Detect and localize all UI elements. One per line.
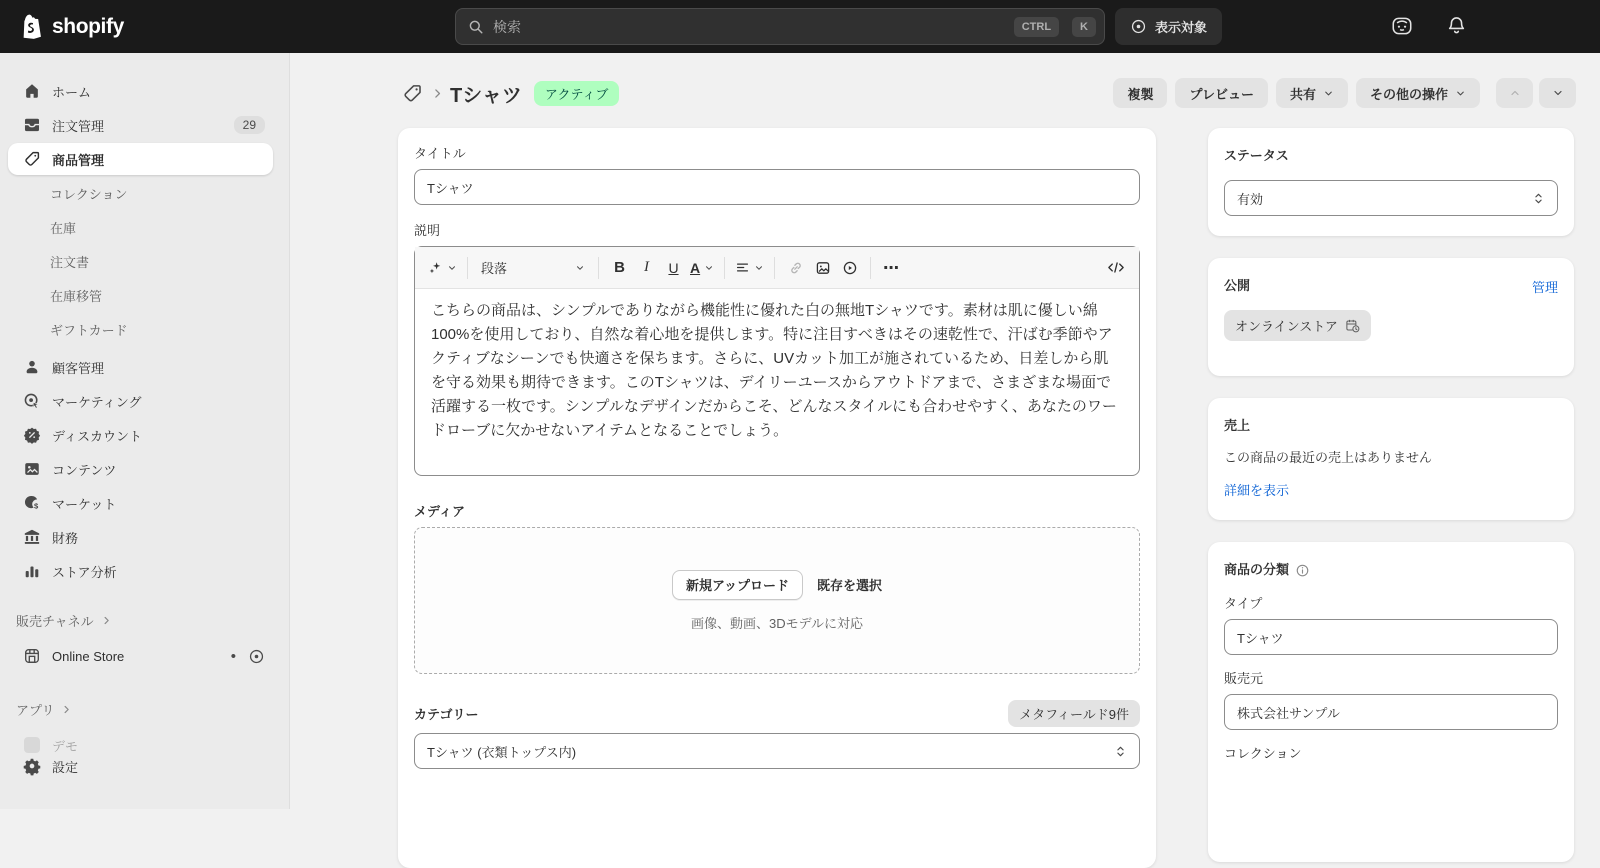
insert-link-button[interactable]: [782, 253, 809, 283]
status-card: [1208, 128, 1574, 236]
orders-count-badge: 29: [234, 116, 265, 134]
info-icon[interactable]: [1295, 563, 1310, 578]
duplicate-button[interactable]: 複製: [1113, 78, 1167, 108]
chevron-right-icon: [61, 704, 72, 715]
toolbar-divider: [870, 257, 871, 279]
code-icon: [1107, 260, 1125, 275]
online-store-channel-chip[interactable]: オンラインストア: [1224, 310, 1371, 341]
page-title: Tシャツ: [450, 84, 522, 107]
underline-button[interactable]: U: [668, 259, 679, 276]
product-pagination: [1496, 78, 1576, 108]
sidebar-item-settings[interactable]: 設定: [8, 750, 273, 782]
bold-button[interactable]: B: [614, 259, 625, 276]
category-label: カテゴリー: [414, 707, 479, 722]
paragraph-style-dropdown[interactable]: 段落: [475, 253, 591, 283]
publishing-card: [1208, 258, 1574, 376]
sidekick-assistant-button[interactable]: [1390, 14, 1414, 38]
shopify-wordmark: shopify: [52, 14, 124, 38]
play-circle-icon: [842, 260, 858, 276]
sales-details-link[interactable]: 詳細を表示: [1224, 483, 1290, 498]
select-existing-button[interactable]: 既存を選択: [817, 578, 883, 593]
next-product-button[interactable]: [1539, 78, 1576, 108]
updown-caret-icon: [1114, 745, 1127, 758]
sidebar-item-orders[interactable]: 注文管理 29: [8, 109, 273, 141]
home-icon: [22, 81, 42, 101]
main-content: [290, 53, 1600, 809]
chevron-down-icon: [1455, 88, 1466, 99]
chevron-right-icon: [101, 615, 112, 626]
sidebar-item-home[interactable]: ホーム: [8, 75, 273, 107]
manage-publishing-link[interactable]: 管理: [1531, 279, 1558, 295]
text-color-button[interactable]: A: [687, 253, 717, 283]
bar-chart-icon: [22, 561, 42, 581]
editor-toolbar: [415, 247, 1139, 289]
media-label: メディア: [414, 504, 465, 519]
media-dropzone[interactable]: [414, 527, 1140, 674]
product-organization-card: [1208, 542, 1574, 862]
vendor-input[interactable]: [1224, 694, 1558, 730]
status-select[interactable]: 有効: [1224, 180, 1558, 216]
top-bar: [0, 0, 1600, 53]
bank-icon: [22, 527, 42, 547]
apps-header[interactable]: アプリ: [8, 700, 273, 719]
sparkles-icon: [428, 260, 443, 275]
collections-label: コレクション: [1224, 746, 1302, 761]
unsaved-dot: •: [230, 647, 236, 665]
sidebar-item-transfers[interactable]: 在庫移管: [50, 288, 103, 304]
search-placeholder: 検索: [493, 18, 521, 35]
sales-card: [1208, 398, 1574, 520]
ai-magic-button[interactable]: [425, 253, 460, 283]
more-actions-button[interactable]: その他の操作: [1356, 78, 1480, 108]
vendor-label: 販売元: [1224, 671, 1264, 686]
view-eye-icon: [1130, 18, 1147, 35]
shopify-bag-icon: [19, 11, 46, 42]
toolbar-divider: [598, 257, 599, 279]
italic-button[interactable]: I: [644, 259, 649, 275]
svg-text:$: $: [34, 501, 39, 511]
calendar-clock-icon: [1345, 318, 1360, 333]
shopify-logo[interactable]: [0, 12, 124, 41]
organization-heading: 商品の分類: [1224, 562, 1290, 577]
preview-button[interactable]: プレビュー: [1175, 78, 1267, 108]
link-icon: [788, 260, 804, 276]
chevron-up-icon: [1509, 87, 1521, 99]
previous-product-button[interactable]: [1496, 78, 1533, 108]
more-formatting-button[interactable]: ⋯: [883, 259, 901, 277]
media-hint: 画像、動画、3Dモデルに対応: [691, 615, 863, 631]
toolbar-divider: [724, 257, 725, 279]
image-icon: [815, 260, 831, 276]
type-label: タイプ: [1224, 596, 1263, 611]
notifications-bell-button[interactable]: [1446, 15, 1467, 36]
orders-icon: [22, 115, 42, 135]
title-input[interactable]: [414, 169, 1140, 205]
tag-icon: [22, 149, 42, 169]
storefront-icon: [22, 646, 42, 666]
kbd-k: K: [1072, 17, 1096, 37]
sidebar-item-markets[interactable]: $ マーケット: [8, 487, 273, 519]
sidebar-nav: [0, 53, 290, 809]
sidebar-item-marketing[interactable]: マーケティング: [8, 385, 273, 417]
show-html-button[interactable]: [1102, 253, 1129, 283]
sidebar-item-finance[interactable]: 財務: [8, 521, 273, 553]
page-header: [402, 73, 1576, 113]
preview-eye-icon[interactable]: [248, 648, 265, 665]
updown-caret-icon: [1532, 192, 1545, 205]
type-input[interactable]: [1224, 619, 1558, 655]
sidebar-item-discounts[interactable]: ディスカウント: [8, 419, 273, 451]
sidebar-item-gift-cards[interactable]: ギフトカード: [50, 322, 128, 338]
chevron-down-icon: [447, 263, 457, 273]
sales-empty-text: この商品の最近の売上はありません: [1224, 450, 1433, 465]
toolbar-divider: [774, 257, 775, 279]
customers-icon: [22, 357, 42, 377]
sidebar-item-customers[interactable]: 顧客管理: [8, 351, 273, 383]
upload-new-button[interactable]: 新規アップロード: [672, 570, 803, 600]
sales-heading: 売上: [1224, 418, 1251, 433]
status-badge: アクティブ: [534, 81, 620, 106]
header-actions: [1113, 78, 1576, 108]
share-button[interactable]: 共有: [1276, 78, 1348, 108]
discount-icon: [22, 425, 42, 445]
kbd-ctrl: CTRL: [1014, 17, 1059, 37]
insert-image-button[interactable]: [809, 253, 836, 283]
title-label: タイトル: [414, 146, 466, 161]
sales-channels-header[interactable]: 販売チャネル: [8, 611, 273, 630]
marketing-icon: [22, 391, 42, 411]
chevron-down-icon: [704, 263, 714, 273]
chevron-down-icon: [575, 263, 585, 273]
rich-text-editor: [414, 246, 1140, 476]
description-editor-body[interactable]: こちらの商品は、シンプルでありながら機能性に優れた白の無地Tシャツです。素材は肌に優しい綿100%を使用しており、自然な着心地を提供します。特に注目すべきはその速乾性で、汗ばむ季節やアクティブなシーンでも快適さを保ちます。さらに、UVカット加工が施されているため、日差しから肌を守る効果も期待できます。このTシャツは、デイリーユースからアウトドアまで、さまざまな場面で活躍する一枚です。シンプルなデザインだからこそ、どんなスタイルにも合わせやすく、あなたのワードローブに欠かせないアイテムとなることでしょう。: [431, 302, 1117, 439]
right-sidebar: [1208, 128, 1574, 862]
category-select[interactable]: Tシャツ (衣類トップス内): [414, 733, 1140, 769]
app-icon: [22, 735, 42, 755]
chevron-down-icon: [754, 263, 764, 273]
chevron-down-icon: [1552, 87, 1564, 99]
align-left-icon: [735, 260, 750, 275]
metafields-badge[interactable]: メタフィールド9件: [1008, 700, 1140, 727]
toolbar-divider: [467, 257, 468, 279]
status-heading: ステータス: [1224, 148, 1289, 163]
sidebar-item-purchase-orders[interactable]: 注文書: [50, 254, 90, 270]
markets-globe-icon: [22, 493, 42, 513]
view-scope-label: 表示対象: [1155, 20, 1208, 35]
insert-video-button[interactable]: [836, 253, 863, 283]
sidebar-item-app-partial[interactable]: デモ: [8, 729, 273, 742]
breadcrumb-chevron-icon: [431, 87, 444, 100]
sidebar-item-inventory[interactable]: 在庫: [50, 220, 77, 236]
sidebar-item-collections[interactable]: コレクション: [50, 186, 128, 202]
alignment-button[interactable]: [732, 253, 767, 283]
product-details-card: [398, 128, 1156, 868]
description-label: 説明: [414, 223, 441, 238]
sidebar-item-online-store[interactable]: Online Store •: [8, 640, 273, 672]
sidebar-item-products[interactable]: 商品管理: [8, 143, 273, 175]
chevron-down-icon: [1323, 88, 1334, 99]
global-search-input[interactable]: [455, 8, 1105, 45]
breadcrumb-tag-icon[interactable]: [402, 83, 423, 104]
sidebar-item-analytics[interactable]: ストア分析: [8, 555, 273, 587]
publishing-heading: 公開: [1224, 278, 1251, 293]
view-scope-button[interactable]: [1115, 8, 1222, 45]
content-icon: [22, 459, 42, 479]
sidebar-item-content[interactable]: コンテンツ: [8, 453, 273, 485]
search-icon: [468, 19, 484, 35]
